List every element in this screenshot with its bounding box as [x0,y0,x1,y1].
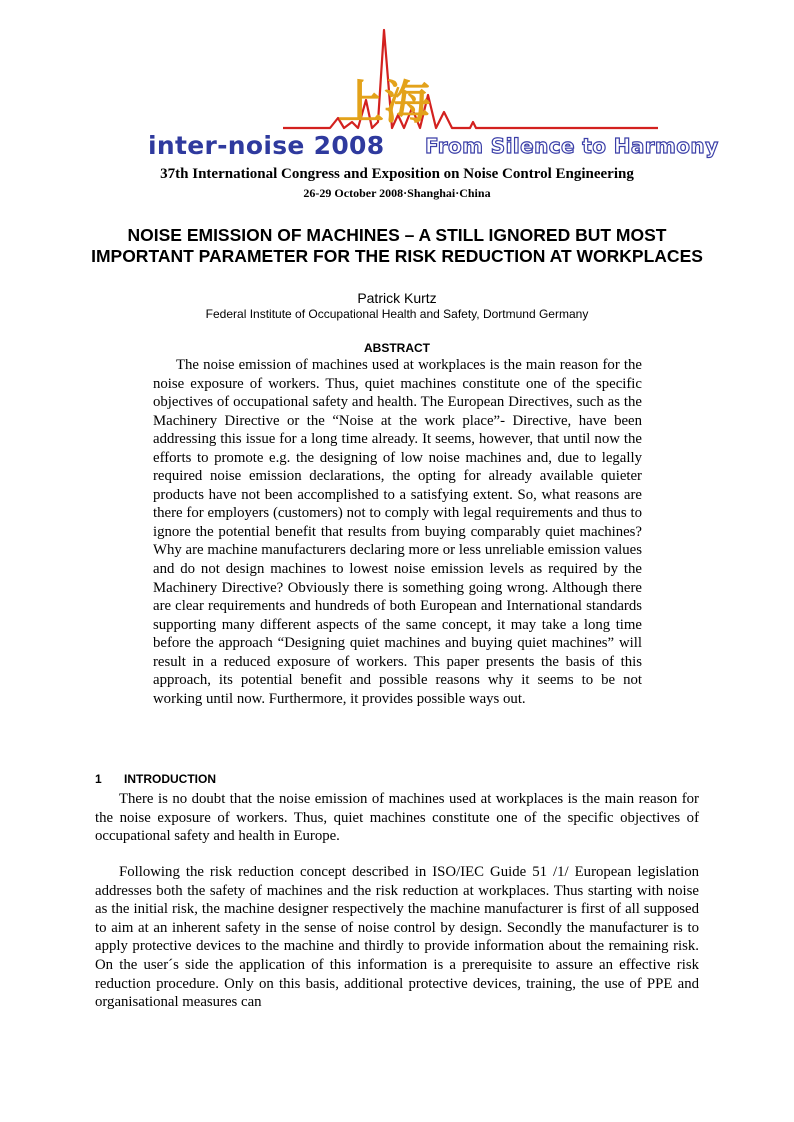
abstract-text: The noise emission of machines used at workplaces is the main reason for the noise exposure of workers. Thus, quiet machines constitute one of the specific objectives of occupational safety and health. The European Directives, such as the Machinery Directive or the “Noise at the work place”- Directive, have been addressing this issue for a long time already. It seems, however, that until now the efforts to promote e.g. the designing of low noise machines and, due to legally required noise emission declarations, the opting for already available quieter products have not been accomplished to a satisfying extent. So, what reasons are there for employers (customers) not to comply with legal requirements and thus to ignore the potential benefit that results from buying comparably quiet machines? Why are machine manufacturers declaring more or less unreliable emission values and do not design machines to lowest noise emission levels as required by the Machinery Directive? Obviously there is something going wrong. Although there are clear requirements and hundreds of both European and International standards supporting many different aspects of the same concept, it may take a long time before the approach “Designing quiet machines and buying quiet machines” will result in a reduced exposure of workers. This paper presents the basis of this approach, its potential benefit and possible reasons why it seems to be not working until now. Furthermore, it provides possible ways out. [153,357,642,707]
abstract-heading: ABSTRACT [364,341,430,355]
conference-date: 26-29 October 2008·Shanghai·China [303,186,491,200]
author-name: Patrick Kurtz [357,290,437,306]
section-heading [95,772,216,786]
tagline: From Silence to Harmony [425,134,719,158]
section-number: 1 [95,772,102,786]
logo-chinese-text: 上海 [338,75,430,129]
conference-logo [0,0,794,165]
conference-title: 37th International Congress and Exposition on Noise Control Engineering [160,166,634,182]
author-affiliation: Federal Institute of Occupational Health and Safety, Dortmund Germany [205,307,589,321]
brand-wordmark: inter-noise 2008 [148,131,385,160]
section-title: INTRODUCTION [124,772,216,786]
paper-title: NOISE EMISSION OF MACHINES – A STILL IGNORED BUT MOST IMPORTANT PARAMETER FOR THE RISK REDUCTION AT WORKPLACES [91,225,703,266]
body-paragraph: There is no doubt that the noise emission of machines used at workplaces is the main reason for the noise exposure of workers. Thus, quiet machines constitute one of the specific objectives of occupational safety and health in Europe. [95,791,699,845]
body-paragraph: Following the risk reduction concept described in ISO/IEC Guide 51 /1/ European legislation addresses both the safety of machines and the risk reduction at workplaces. Thus starting with noise as the initial risk, the machine designer respectively the machine manufacturer is first of all supposed to aim at an inherent safety in the sense of noise control by design. Secondly the manufacturer is to apply protective devices to the machine and thirdly to provide information about the remaining risk. On the user´s side the application of this information is a prerequisite to assure an effective risk reduction procedure. Only on this basis, additional protective devices, training, the use of PPE and organisational measures can [95,864,699,1011]
